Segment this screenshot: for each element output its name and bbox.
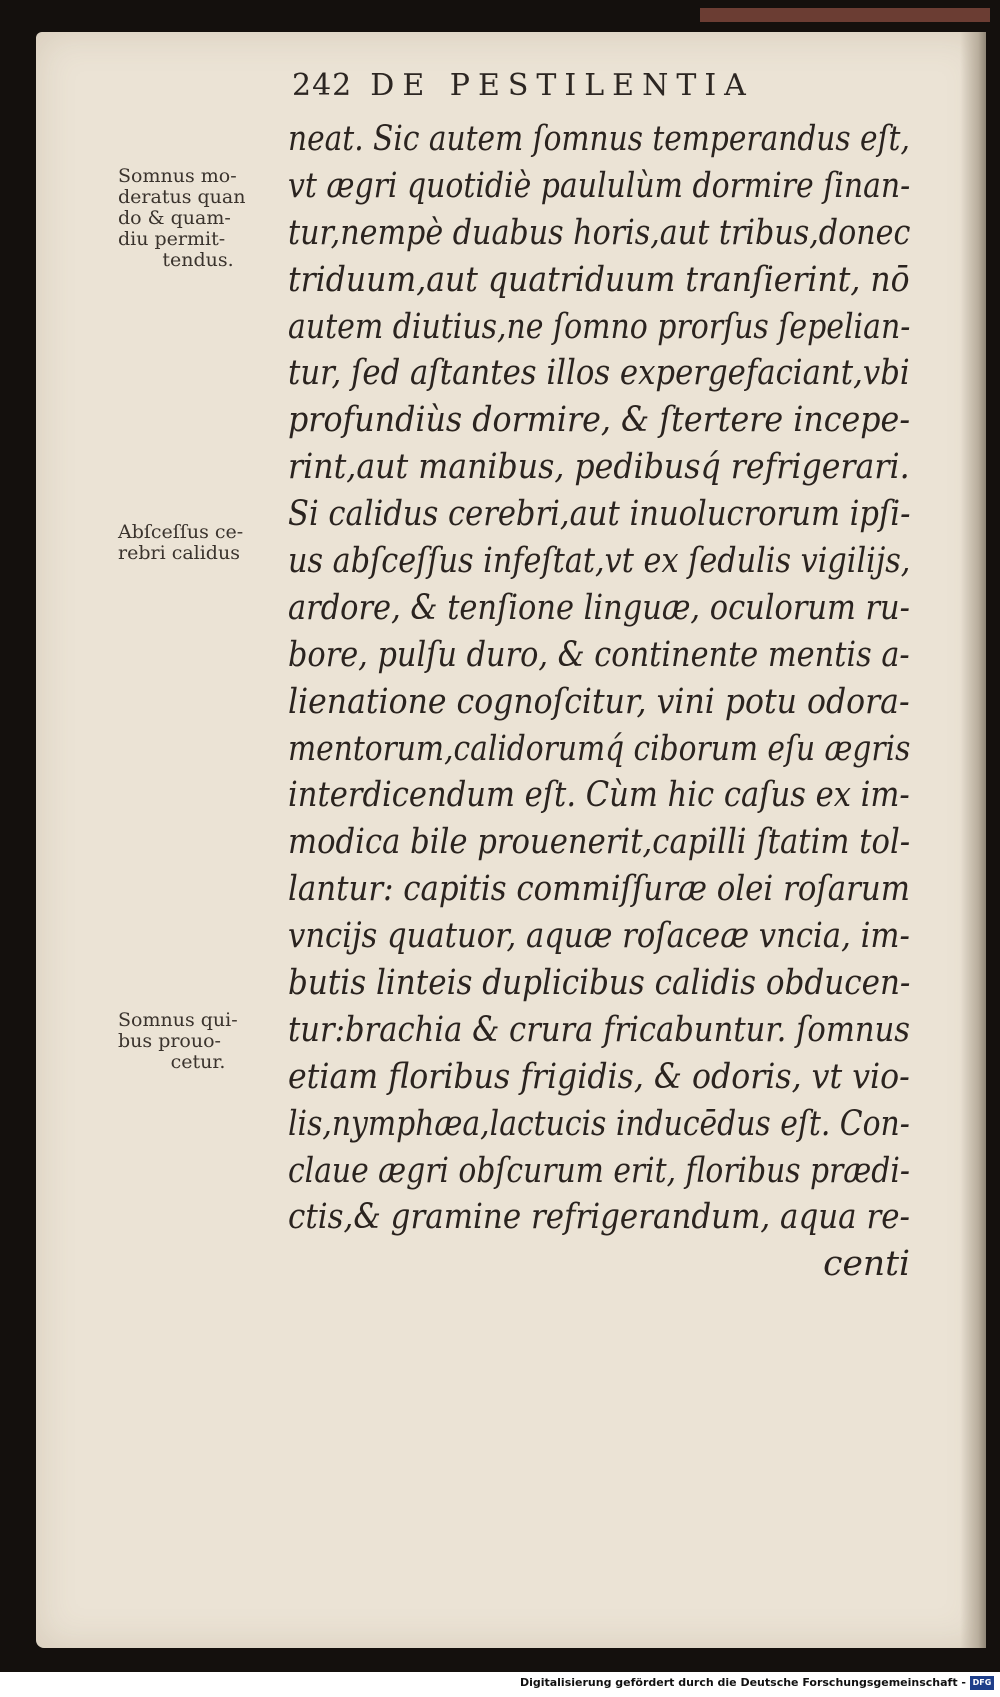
text-line: claue ægri obſcurum erit, floribus prædi- xyxy=(288,1150,910,1191)
text-line: mentorum,calidorumq́ ciborum eſu ægris xyxy=(288,728,911,769)
text-line: lienatione cognoſcitur, vini potu odora- xyxy=(288,681,910,722)
text-line: butis linteis duplicibus calidis obducen- xyxy=(288,963,911,1004)
page-edge xyxy=(960,32,986,1648)
text-line: tur:brachia & crura fricabuntur. ſomnus xyxy=(288,1009,911,1050)
margin-note-line: do & quam- xyxy=(118,207,231,229)
text-line: interdicendum eſt. Cùm hic caſus ex im- xyxy=(288,775,910,816)
page-number: 242 xyxy=(292,68,353,103)
text-line: vncijs quatuor, aquæ roſaceæ vncia, im- xyxy=(288,916,910,957)
margin-note-line: diu permit- xyxy=(118,228,226,250)
text-line: lis,nymphæa,lactucis inducēdus eſt. Con- xyxy=(288,1103,910,1144)
running-head xyxy=(292,68,892,103)
footer-credit: Digitalisierung gefördert durch die Deutsche Forschungsgemeinschaft - xyxy=(519,1676,966,1689)
catchword: centi xyxy=(823,1244,910,1285)
binding-strip xyxy=(700,8,990,22)
margin-note-line: cetur. xyxy=(170,1051,226,1073)
text-line: ctis,& gramine refrigerandum, aqua re- xyxy=(288,1197,910,1238)
text-line: vt ægri quotidiè paululùm dormire ſinan- xyxy=(288,165,911,206)
text-line: modica bile prouenerit,capilli ſtatim tol- xyxy=(288,822,911,863)
margin-note-line: tendus. xyxy=(162,249,234,271)
text-line: ardore, & tenſione linguæ, oculorum ru- xyxy=(288,587,910,628)
digitization-footer xyxy=(0,1672,1000,1697)
text-line: etiam floribus frigidis, & odoris, vt vio- xyxy=(288,1056,910,1097)
margin-note-line: bus prouo- xyxy=(118,1030,221,1052)
margin-note-line: deratus quan xyxy=(118,186,246,208)
text-line: bore, pulſu duro, & continente mentis a- xyxy=(288,634,910,675)
margin-note-line: Abſceſſus ce- xyxy=(118,521,244,543)
margin-note-line: rebri calidus xyxy=(118,542,240,564)
text-line: tur, ſed aſtantes illos expergefaciant,vbi xyxy=(288,353,910,394)
dfg-logo: DFG xyxy=(970,1676,994,1690)
main-text-block xyxy=(288,116,910,1288)
margin-note-line: Somnus mo- xyxy=(118,165,237,187)
running-title: DE PESTILENTIA xyxy=(370,68,754,103)
text-line: Si calidus cerebri,aut inuolucrorum ipſi- xyxy=(288,494,911,535)
text-line: autem diutius,ne ſomno prorſus ſepelian- xyxy=(288,306,911,347)
text-line: neat. Sic autem ſomnus temperandus eſt, xyxy=(288,119,910,159)
text-line: lantur: capitis commiſſuræ olei roſarum xyxy=(288,869,911,910)
text-line: triduum,aut quatriduum tranſierint, nō xyxy=(288,259,910,300)
text-line: profundiùs dormire, & ſtertere incepe- xyxy=(288,400,911,441)
text-line: rint,aut manibus, pedibusq́ refrigerari. xyxy=(288,447,910,488)
margin-note-somnus-prouocetur xyxy=(118,1010,278,1073)
margin-note-abscessus xyxy=(118,522,278,564)
text-line: us abſceſſus infeſtat,vt ex ſedulis vigilijs, xyxy=(288,541,911,582)
text-line: tur,nempè duabus horis,aut tribus,donec xyxy=(288,212,911,253)
margin-note-somnus-moderatus xyxy=(118,166,278,271)
margin-note-line: Somnus qui- xyxy=(118,1009,238,1031)
